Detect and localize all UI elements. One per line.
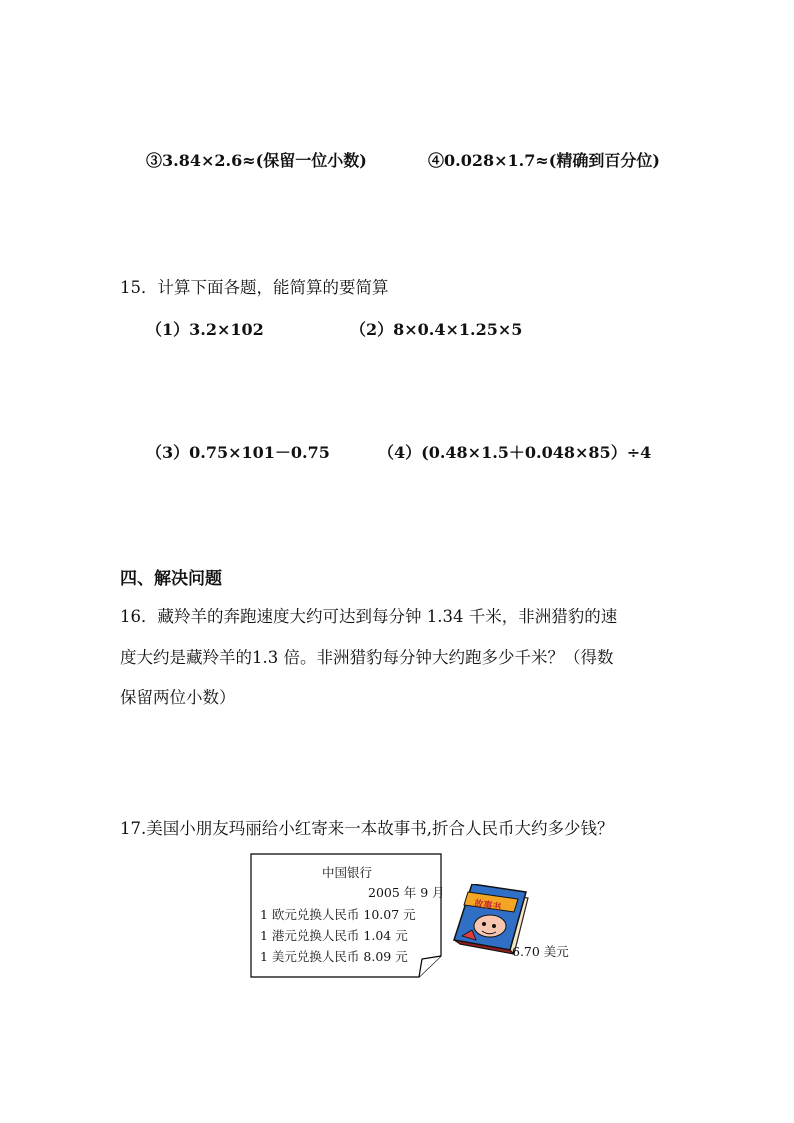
q15-item-1: （1）3.2×102 — [146, 320, 264, 339]
q16-line-3: 保留两位小数） — [120, 688, 236, 707]
q16-line-1: 16．藏羚羊的奔跑速度大约可达到每分钟 1.34 千米，非洲猎豹的速 — [120, 607, 618, 626]
q16-line-2: 度大约是藏羚羊的1.3 倍。非洲猎豹每分钟大约跑多少千米？（得数 — [120, 647, 614, 667]
q14-item-3: ③3.84×2.6≈(保留一位小数) — [146, 151, 367, 170]
q17-title: 17.美国小朋友玛丽给小红寄来一本故事书,折合人民币大约多少钱？ — [120, 819, 614, 838]
q15-title: 15．计算下面各题，能简算的要简算 — [120, 278, 389, 297]
q15-item-2: （2）8×0.4×1.25×5 — [350, 320, 523, 339]
q15-item-4: （4）(0.48×1.5＋0.048×85）÷4 — [378, 443, 652, 462]
section-4-heading: 四、解决问题 — [120, 569, 222, 589]
exchange-rate-note — [250, 853, 445, 978]
q16-paragraph — [120, 597, 680, 719]
note-rate-usd: 1 美元兑换人民币 8.09 元 — [260, 949, 408, 964]
svg-text:故事书: 故事书 — [473, 899, 502, 914]
q14-item-4: ④0.028×1.7≈(精确到百分位) — [428, 151, 660, 170]
note-rate-hkd: 1 港元兑换人民币 1.04 元 — [260, 928, 408, 943]
note-bank-name: 中国银行 — [322, 865, 373, 880]
note-rate-euro: 1 欧元兑换人民币 10.07 元 — [260, 907, 416, 922]
book-price: 6.70 美元 — [512, 944, 569, 959]
note-date: 2005 年 9 月 — [368, 885, 445, 900]
q15-item-3: （3）0.75×101－0.75 — [146, 443, 330, 462]
